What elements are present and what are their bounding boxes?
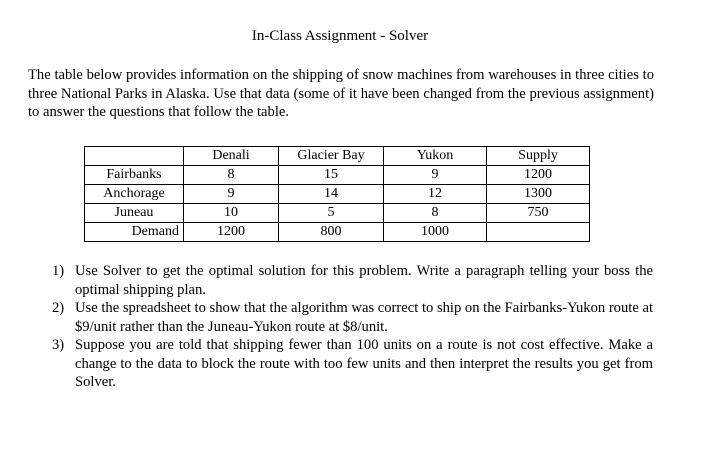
table-cell: 14 [279, 185, 384, 204]
table-cell: 1200 [184, 223, 279, 242]
table-cell: 10 [184, 204, 279, 223]
table-header-row [85, 147, 590, 166]
question-number: 3) [52, 337, 65, 353]
list-item [52, 262, 653, 299]
table-header-cell: Supply [487, 147, 590, 166]
table-cell: 800 [279, 223, 384, 242]
intro-paragraph: The table below provides information on the shipping of snow machines from warehouses in three cities to three National Parks in Alaska. Use that data (some of it have been changed from the previous assignment) to answer the questions that follow the table. [28, 67, 654, 120]
table-cell: 12 [384, 185, 487, 204]
table-cell: 9 [184, 185, 279, 204]
table-row [85, 166, 590, 185]
table-header-cell [85, 147, 184, 166]
list-item [52, 299, 653, 336]
table-cell [487, 223, 590, 242]
table-cell: 8 [384, 204, 487, 223]
row-label: Fairbanks [85, 166, 184, 185]
table-header-cell: Yukon [384, 147, 487, 166]
table-cell: 1300 [487, 185, 590, 204]
table-row [85, 185, 590, 204]
table-cell: 1200 [487, 166, 590, 185]
table-header-cell: Glacier Bay [279, 147, 384, 166]
list-item [52, 336, 653, 392]
table-row [85, 204, 590, 223]
row-label: Anchorage [85, 185, 184, 204]
table-cell: 750 [487, 204, 590, 223]
row-label: Juneau [85, 204, 184, 223]
document-title: In-Class Assignment - Solver [251, 28, 429, 44]
question-number: 1) [52, 263, 65, 279]
table-header-cell: Denali [184, 147, 279, 166]
table-cell: 1000 [384, 223, 487, 242]
shipping-table [84, 146, 590, 242]
demand-row [85, 223, 590, 242]
table-cell: 8 [184, 166, 279, 185]
table-cell: 15 [279, 166, 384, 185]
question-number: 2) [52, 300, 65, 316]
question-text: Suppose you are told that shipping fewer than 100 units on a route is not cost effective. Make a change to the data to block the route with too few units and then interpret the results you get from Solver. [75, 337, 653, 390]
table-cell: 5 [279, 204, 384, 223]
question-text: Use Solver to get the optimal solution for this problem. Write a paragraph telling your boss the optimal shipping plan. [75, 263, 653, 298]
demand-label: Demand [85, 223, 184, 242]
question-text: Use the spreadsheet to show that the algorithm was correct to ship on the Fairbanks-Yukon route at $9/unit rather than the Juneau-Yukon route at $8/unit. [75, 300, 653, 335]
table-cell: 9 [384, 166, 487, 185]
question-list [52, 262, 653, 392]
